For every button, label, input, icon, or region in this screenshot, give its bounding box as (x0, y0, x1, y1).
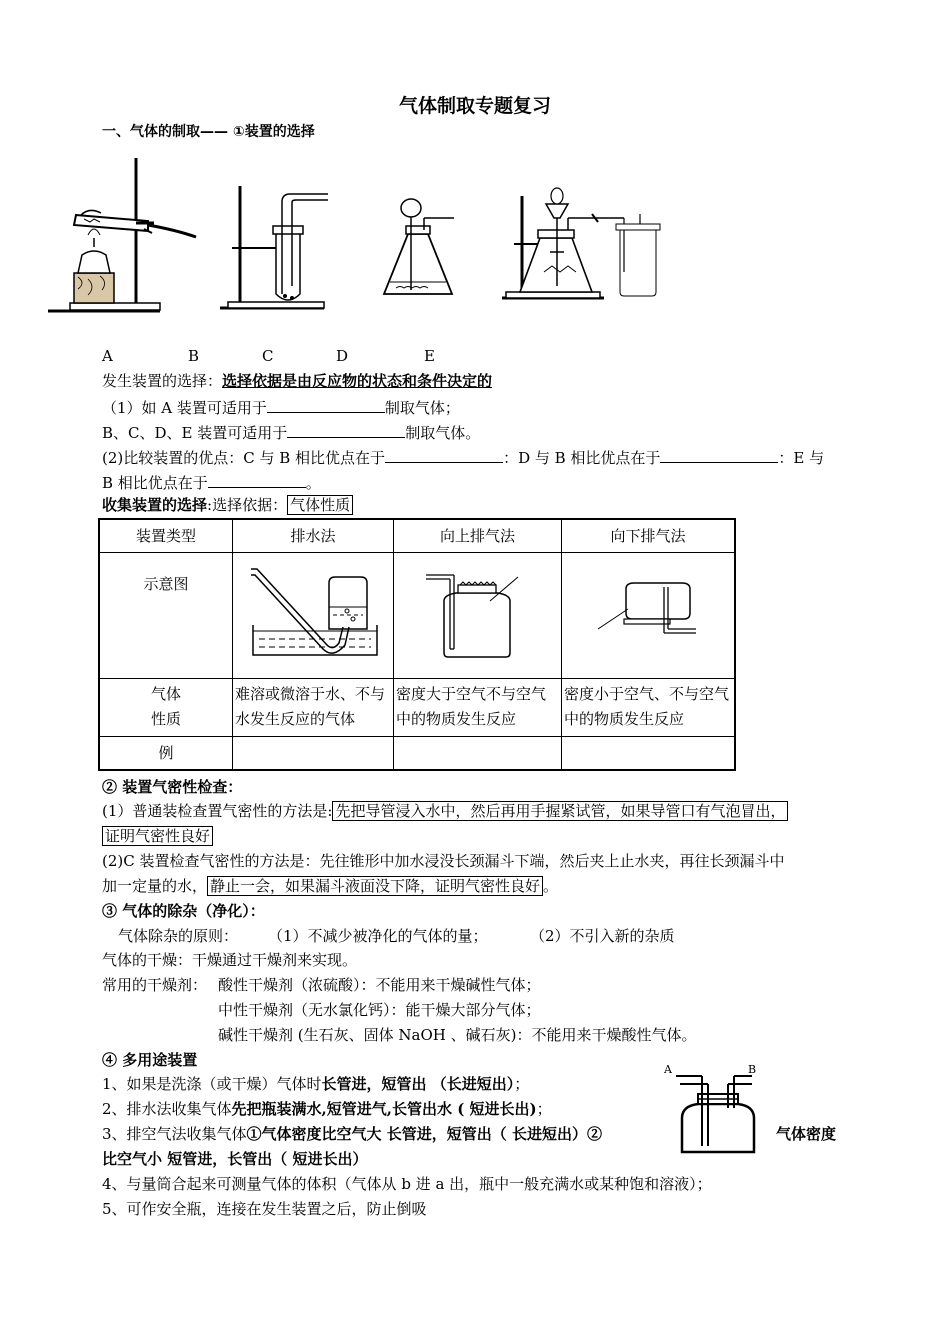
section-heading-multipurpose: ④ 多用途装置 (102, 1051, 198, 1069)
table-example-row (99, 736, 735, 770)
table-diagram-row (99, 552, 735, 678)
airtightness-2-prefix: 加一定量的水， (102, 877, 208, 895)
property-water-displacement: 难溶或微溶于水、不与水发生反应的气体 (233, 678, 394, 736)
item-3-prefix: 3、排空气法收集气体 (102, 1125, 247, 1143)
question-1a-prefix: （1）如 A 装置可适用于 (102, 399, 267, 417)
answer-blank-a[interactable] (267, 396, 385, 413)
airtightness-1-prefix: (1）普通装检查置气密性的方法是: (102, 802, 333, 820)
property-label-line-1: 气体 (150, 685, 181, 703)
section-heading-airtightness: ② 装置气密性检查： (102, 778, 243, 796)
purification-principle-lead: 气体除杂的原则： (118, 927, 239, 945)
header-device-type: 装置类型 (99, 519, 233, 552)
upward-air-displacement-diagram (418, 563, 538, 663)
question-2-mid-2: ：E 与 (778, 449, 825, 467)
table-header-row (99, 519, 735, 552)
item-2-suffix: ； (536, 1100, 552, 1118)
downward-displacement-cell (562, 552, 736, 678)
airtightness-1-answer-part-2: 证明气密性良好 (102, 826, 213, 846)
question-2-line2-suffix: 。 (305, 474, 321, 492)
gas-washing-bottle-diagram (668, 1074, 768, 1156)
multipurpose-item-1 (102, 1074, 529, 1094)
question-1a-suffix: 制取气体； (384, 399, 460, 417)
answer-blank-c-vs-b[interactable] (385, 446, 503, 463)
header-water-displacement: 排水法 (233, 519, 394, 552)
collector-selection-line (102, 495, 353, 515)
purification-principle-1: （1）不减少被净化的气体的量； (268, 927, 488, 945)
generator-lead: 发生装置的选择： (102, 372, 223, 390)
question-1b-suffix: 制取气体。 (405, 424, 481, 442)
item-2-prefix: 2、排水法收集气体 (102, 1100, 232, 1118)
item-3-bold-1: ①气体密度比空气大 长管进，短管出（ 长进短出）② (246, 1125, 602, 1143)
apparatus-label-c: C (262, 347, 274, 365)
desiccant-acidic: 酸性干燥剂（浓硫酸）：不能用来干燥碱性气体； (218, 976, 541, 994)
property-downward-displacement: 密度小于空气、不与空气中的物质发生反应 (562, 678, 736, 736)
airtightness-method-2-line-2 (102, 876, 558, 896)
header-downward-air-displacement: 向下排气法 (562, 519, 736, 552)
property-upward-displacement: 密度大于空气不与空气中的物质发生反应 (394, 678, 562, 736)
bottle-label-b: B (748, 1063, 757, 1076)
drying-statement: 气体的干燥：干燥通过干燥剂来实现。 (102, 951, 358, 969)
apparatus-a-diagram (48, 155, 198, 315)
collection-method-table (98, 518, 736, 771)
question-1a (102, 396, 460, 418)
question-2-line-1 (102, 446, 824, 468)
upward-displacement-cell (394, 552, 562, 678)
airtightness-2-answer: 静止一会，如果漏斗液面没下降，证明气密性良好 (207, 876, 543, 896)
airtightness-method-2-line-1: (2)C 装置检查气密性的方法是：先往锥形中加水浸没长颈漏斗下端，然后夹上止水夹，再往长颈漏斗中 (102, 852, 785, 870)
airtightness-method-1 (102, 801, 788, 821)
question-2-line-2 (102, 471, 321, 493)
downward-air-displacement-diagram (588, 563, 708, 663)
item-3-bold-3: 比空气小 短管进，长管出（ 短进长出） (102, 1150, 368, 1168)
answer-blank-e-vs-b[interactable] (208, 471, 306, 488)
multipurpose-item-4: 4、与量筒合起来可测量气体的体积（气体从 b 进 a 出，瓶中一般充满水或某种饱和溶液）； (102, 1175, 712, 1193)
item-1-bold: 长管进，短管出 （长进短出） (321, 1075, 515, 1093)
apparatus-b-diagram (220, 180, 340, 315)
example-cell-downward[interactable] (562, 736, 736, 770)
water-displacement-cell (233, 552, 394, 678)
airtightness-1-answer-part-1: 先把导管浸入水中，然后再用手握紧试管，如果导管口有气泡冒出， (332, 801, 788, 821)
diagram-row-label: 示意图 (99, 552, 233, 678)
answer-blank-bcde[interactable] (287, 421, 405, 438)
property-label-line-2: 性质 (150, 710, 181, 728)
question-2-prefix: (2)比较装置的优点：C 与 B 相比优点在于 (102, 449, 386, 467)
collector-basis-prefix: :选择依据： (207, 496, 288, 514)
multipurpose-item-2 (102, 1099, 552, 1119)
header-upward-air-displacement: 向上排气法 (394, 519, 562, 552)
apparatus-label-e: E (424, 347, 435, 365)
multipurpose-item-5: 5、可作安全瓶，连接在发生装置之后，防止倒吸 (102, 1200, 427, 1218)
collector-basis-boxed: 气体性质 (287, 495, 353, 515)
apparatus-label-d: D (336, 347, 349, 365)
apparatus-d-e-diagram (500, 182, 665, 302)
generator-selection-line (102, 371, 492, 391)
question-2-mid-1: ：D 与 B 相比优点在于 (503, 449, 661, 467)
apparatus-c-diagram (378, 190, 458, 305)
question-1b-prefix: B、C、D、E 装置可适用于 (102, 424, 288, 442)
answer-blank-d-vs-b[interactable] (660, 446, 778, 463)
water-displacement-diagram (243, 563, 383, 663)
example-cell-water[interactable] (233, 736, 394, 770)
purification-principle-2: （2）不引入新的杂质 (530, 927, 675, 945)
item-2-bold: 先把瓶装满水,短管进气,长管出水 ( 短进长出) (231, 1100, 537, 1118)
table-property-row (99, 678, 735, 736)
example-cell-upward[interactable] (394, 736, 562, 770)
desiccant-basic: 碱性干燥剂 (生石灰、固体 NaOH 、碱石灰)：不能用来干燥酸性气体。 (218, 1026, 697, 1044)
generator-basis: 选择依据是由反应物的状态和条件决定的 (222, 372, 493, 390)
property-row-label (99, 678, 233, 736)
airtightness-method-1-cont (102, 826, 213, 846)
example-row-label: 例 (99, 736, 233, 770)
airtightness-2-suffix: 。 (543, 877, 559, 895)
question-1b (102, 421, 480, 443)
collector-lead: 收集装置的选择 (102, 496, 208, 514)
apparatus-label-b: B (188, 347, 200, 365)
question-2-line2-prefix: B 相比优点在于 (102, 474, 208, 492)
desiccant-lead: 常用的干燥剂： (102, 976, 208, 994)
page-title: 气体制取专题复习 (398, 95, 551, 117)
section-heading-gas-preparation: 一、气体的制取—— ①装置的选择 (102, 124, 315, 140)
item-1-prefix: 1、如果是洗涤（或干燥）气体时 (102, 1075, 322, 1093)
section-heading-purification: ③ 气体的除杂（净化）： (102, 902, 265, 920)
item-1-suffix: ； (514, 1075, 530, 1093)
desiccant-neutral: 中性干燥剂（无水氯化钙）：能干燥大部分气体； (218, 1001, 541, 1019)
item-3-bold-2: 气体密度 (776, 1125, 837, 1143)
multipurpose-item-3 (102, 1124, 602, 1144)
apparatus-label-a: A (102, 347, 113, 365)
bottle-label-a: A (664, 1063, 672, 1076)
